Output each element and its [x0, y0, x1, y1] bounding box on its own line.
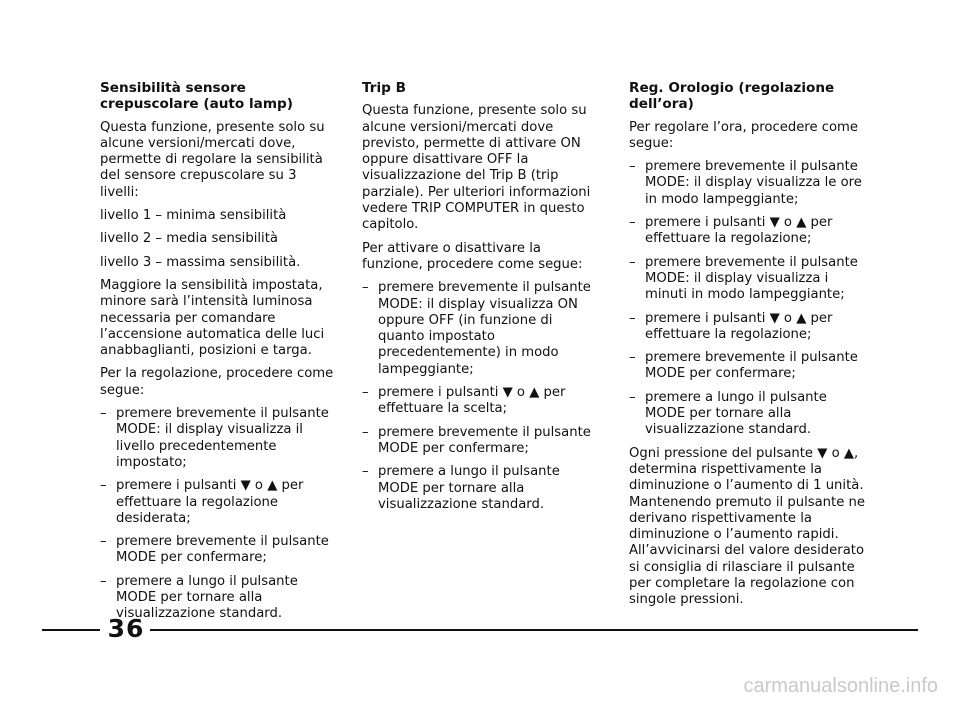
list-dash: –	[100, 406, 107, 422]
list-dash: –	[362, 280, 369, 296]
list-dash: –	[629, 389, 636, 405]
list-item	[362, 464, 602, 513]
list-dash: –	[629, 215, 636, 231]
list-item	[362, 425, 602, 458]
list-dash: –	[629, 350, 636, 366]
list-item	[100, 534, 338, 567]
list-dash: –	[362, 464, 369, 480]
paragraph: livello 1 – minima sensibilità	[100, 208, 287, 224]
list-item-text: premere a lungo il pulsante MODE per tornare alla visualizzazione standard.	[645, 389, 827, 438]
list-item	[100, 478, 338, 527]
paragraph: Questa funzione, presente solo su alcune versioni/mercati dove previsto, permette di attivare ON oppure disattivare OFF la visualizzazione del Trip B (trip parziale). Per ulteriori informazioni vedere TRIP COMPUTER in questo capitolo.	[362, 103, 591, 233]
list-dash: –	[629, 159, 636, 175]
section-title: Trip B	[362, 80, 406, 96]
list-item-text: premere brevemente il pulsante MODE: il display visualizza le ore in modo lampeggiante;	[645, 159, 862, 207]
list-dash: –	[100, 534, 107, 550]
column-trip-b	[362, 80, 602, 520]
list-item	[629, 311, 867, 344]
paragraph: livello 3 – massima sensibilità.	[100, 254, 301, 270]
list-dash: –	[362, 385, 369, 401]
list-item-text: premere brevemente il pulsante MODE: il display visualizza il livello precedentemente impostato;	[116, 406, 329, 470]
paragraph: Maggiore la sensibilità impostata, minore sarà l’intensità luminosa necessaria per comandare l’accensione automatica delle luci anabbaglianti, posizioni e targa.	[100, 277, 325, 359]
list-dash: –	[629, 310, 636, 326]
list-item-text: premere i pulsanti ▼ o ▲ per effettuare la scelta;	[378, 385, 566, 417]
list-dash: –	[100, 573, 107, 589]
footer-rule-left	[42, 629, 100, 631]
paragraph: Per la regolazione, procedere come segue:	[100, 366, 334, 398]
list-item-text: premere i pulsanti ▼ o ▲ per effettuare la regolazione desiderata;	[116, 478, 304, 526]
list-item	[362, 280, 602, 378]
paragraph: Ogni pressione del pulsante ▼ o ▲, determina rispettivamente la diminuzione o l’aumento di 1 unità. Mantenendo premuto il pulsante ne derivano rispettivamente la diminuzione o l’aumento rapidi. All’avvicinarsi del valore desiderato si consiglia di rilasciare il pulsante per completare la regolazione con singole pressioni.	[629, 445, 865, 608]
list-item-text: premere brevemente il pulsante MODE per confermare;	[378, 424, 591, 456]
list-item	[629, 350, 867, 383]
step-list	[362, 280, 602, 513]
list-item-text: premere brevemente il pulsante MODE: il display visualizza ON oppure OFF (in funzione di quanto impostato precedentemente) in modo lampeggiante;	[378, 280, 591, 377]
list-dash: –	[362, 424, 369, 440]
section-title: Sensibilità sensore crepuscolare (auto lamp)	[100, 80, 293, 113]
page-number: 36	[107, 614, 145, 643]
list-dash: –	[629, 254, 636, 270]
list-item	[100, 406, 338, 471]
list-item-text: premere i pulsanti ▼ o ▲ per effettuare la regolazione;	[645, 310, 833, 342]
step-list	[100, 406, 338, 623]
paragraph: Per regolare l’ora, procedere come segue:	[629, 119, 859, 151]
section-title: Reg. Orologio (regolazione dell’ora)	[629, 80, 835, 113]
list-dash: –	[100, 478, 107, 494]
list-item	[629, 255, 867, 304]
column-auto-lamp	[100, 80, 338, 630]
paragraph: livello 2 – media sensibilità	[100, 231, 278, 247]
list-item-text: premere brevemente il pulsante MODE: il display visualizza i minuti in modo lampeggiante;	[645, 254, 858, 303]
list-item-text: premere i pulsanti ▼ o ▲ per effettuare la regolazione;	[645, 215, 833, 247]
watermark: carmanualsonline.info	[743, 675, 938, 697]
list-item	[629, 390, 867, 439]
paragraph: Questa funzione, presente solo su alcune versioni/mercati dove, permette di regolare la sensibilità del sensore crepuscolare su 3 livelli:	[100, 119, 325, 200]
list-item-text: premere brevemente il pulsante MODE per confermare;	[116, 534, 329, 566]
list-item-text: premere a lungo il pulsante MODE per tornare alla visualizzazione standard.	[116, 573, 298, 622]
paragraph: Per attivare o disattivare la funzione, procedere come segue:	[362, 240, 583, 272]
step-list	[629, 159, 867, 438]
column-clock-setting	[629, 80, 867, 616]
list-item	[362, 385, 602, 418]
list-item	[629, 215, 867, 248]
list-item	[629, 159, 867, 208]
list-item-text: premere brevemente il pulsante MODE per confermare;	[645, 350, 858, 382]
footer-rule-right	[150, 629, 918, 631]
list-item-text: premere a lungo il pulsante MODE per tornare alla visualizzazione standard.	[378, 464, 560, 512]
